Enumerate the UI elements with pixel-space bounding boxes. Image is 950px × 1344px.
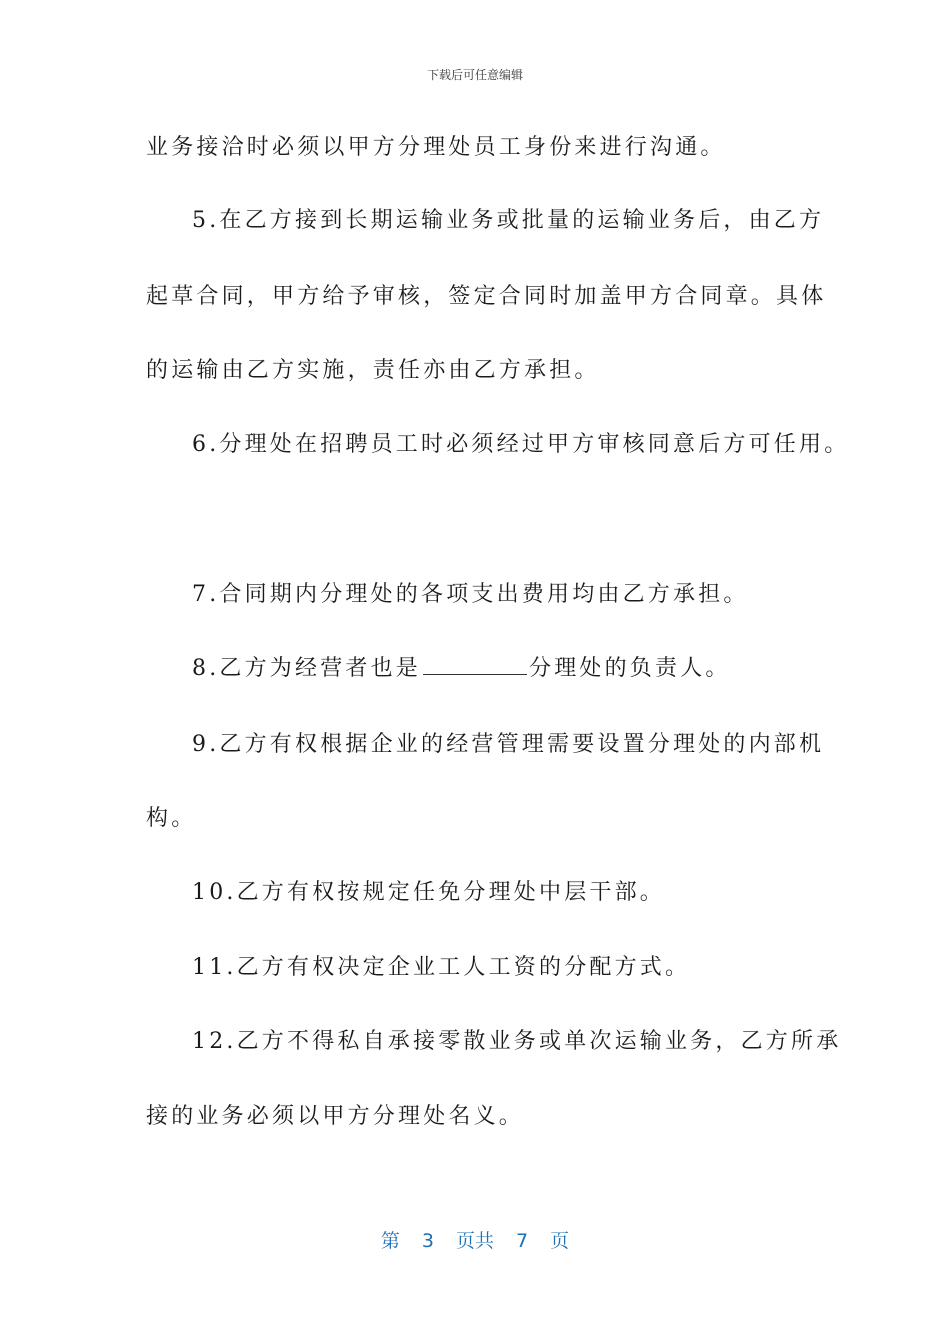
- page-footer: [0, 1226, 950, 1253]
- clause-12-line-1: 12.乙方不得私自承接零散业务或单次运输业务，乙方所承: [192, 1029, 842, 1054]
- clause-5-line-1: 5.在乙方接到长期运输业务或批量的运输业务后，由乙方: [192, 208, 825, 233]
- clause-9-line-2: 构。: [146, 806, 197, 831]
- clause-10: 10.乙方有权按规定任免分理处中层干部。: [192, 880, 665, 905]
- footer-total-pages: 7: [516, 1230, 529, 1252]
- footer-page-number: 3: [421, 1230, 434, 1252]
- clause-8: [192, 654, 731, 684]
- footer-prefix: 第: [380, 1230, 400, 1252]
- footer-suffix: 页: [550, 1230, 570, 1252]
- fill-in-blank[interactable]: [423, 654, 527, 675]
- clause-12-line-2: 接的业务必须以甲方分理处名义。: [146, 1104, 525, 1129]
- clause-8-before: 8.乙方为经营者也是: [192, 656, 421, 681]
- clause-5-line-2: 起草合同，甲方给予审核，签定合同时加盖甲方合同章。具体: [146, 284, 827, 309]
- footer-mid: 页共: [455, 1230, 494, 1252]
- clause-9-line-1: 9.乙方有权根据企业的经营管理需要设置分理处的内部机: [192, 732, 825, 757]
- clause-6: 6.分理处在招聘员工时必须经过甲方审核同意后方可任用。: [192, 432, 850, 457]
- clause-5-line-3: 的运输由乙方实施，责任亦由乙方承担。: [146, 358, 600, 383]
- clause-11: 11.乙方有权决定企业工人工资的分配方式。: [192, 955, 691, 980]
- clause-8-after: 分理处的负责人。: [529, 656, 731, 681]
- clause-7: 7.合同期内分理处的各项支出费用均由乙方承担。: [192, 582, 749, 607]
- paragraph-line: 业务接洽时必须以甲方分理处员工身份来进行沟通。: [146, 135, 726, 160]
- header-note: 下载后可任意编辑: [426, 68, 523, 82]
